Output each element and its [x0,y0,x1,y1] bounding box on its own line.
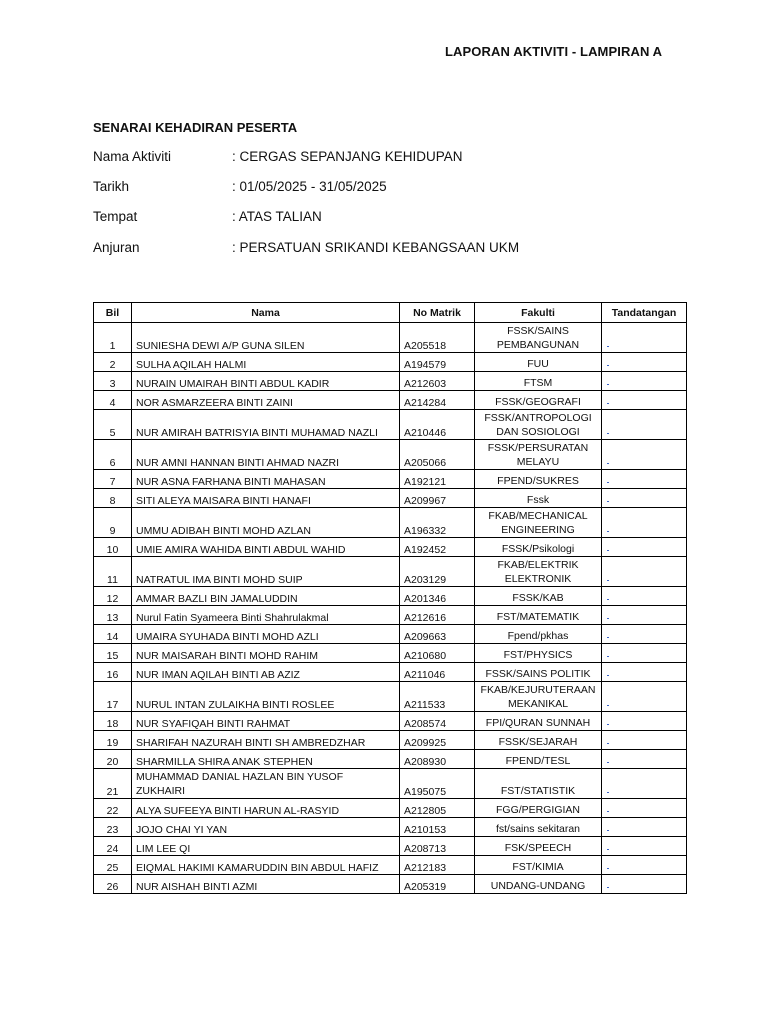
faculty: FPEND/SUKRES [475,470,602,489]
info-label: Tempat [93,209,138,224]
participant-name: NUR MAISARAH BINTI MOHD RAHIM [132,644,400,663]
participant-name: SUNIESHA DEWI A/P GUNA SILEN [132,323,400,353]
row-number: 26 [94,875,132,894]
matric-number: A210153 [400,818,475,837]
matric-number: A208713 [400,837,475,856]
faculty: FSSK/PERSURATAN MELAYU [475,440,602,470]
matric-number: A214284 [400,391,475,410]
row-number: 15 [94,644,132,663]
faculty: FSSK/KAB [475,587,602,606]
info-value: : CERGAS SEPANJANG KEHIDUPAN [232,149,463,164]
faculty: FST/KIMIA [475,856,602,875]
faculty: FST/PHYSICS [475,644,602,663]
row-number: 21 [94,769,132,799]
matric-number: A205518 [400,323,475,353]
participant-name: JOJO CHAI YI YAN [132,818,400,837]
table-row [94,391,687,410]
row-number: 18 [94,712,132,731]
participant-name: EIQMAL HAKIMI KAMARUDDIN BIN ABDUL HAFIZ [132,856,400,875]
signature-cell [602,391,687,410]
row-number: 9 [94,508,132,538]
participant-name: NUR ASNA FARHANA BINTI MAHASAN [132,470,400,489]
matric-number: A203129 [400,557,475,587]
participant-name: Nurul Fatin Syameera Binti Shahrulakmal [132,606,400,625]
signature-cell [602,644,687,663]
matric-number: A209967 [400,489,475,508]
participant-name: SULHA AQILAH HALMI [132,353,400,372]
participant-name: NUR AISHAH BINTI AZMI [132,875,400,894]
table-row [94,875,687,894]
table-row [94,644,687,663]
signature-cell [602,489,687,508]
participant-name: SHARMILLA SHIRA ANAK STEPHEN [132,750,400,769]
participant-name: ALYA SUFEEYA BINTI HARUN AL-RASYID [132,799,400,818]
faculty: fst/sains sekitaran [475,818,602,837]
matric-number: A212616 [400,606,475,625]
signature-cell [602,682,687,712]
participant-name: LIM LEE QI [132,837,400,856]
participant-name: NATRATUL IMA BINTI MOHD SUIP [132,557,400,587]
participant-name: NUR AMIRAH BATRISYIA BINTI MUHAMAD NAZLI [132,410,400,440]
faculty: Fpend/pkhas [475,625,602,644]
signature-mark [607,675,609,676]
signature-mark [607,811,609,812]
row-number: 12 [94,587,132,606]
table-header-row [94,303,687,323]
signature-cell [602,625,687,644]
faculty: FSSK/SAINS POLITIK [475,663,602,682]
info-label: Anjuran [93,240,140,255]
matric-number: A210446 [400,410,475,440]
participant-name: NOR ASMARZEERA BINTI ZAINI [132,391,400,410]
faculty: FKAB/KEJURUTERAAN MEKANIKAL [475,682,602,712]
signature-cell [602,587,687,606]
matric-number: A208930 [400,750,475,769]
matric-number: A210680 [400,644,475,663]
table-row [94,557,687,587]
row-number: 16 [94,663,132,682]
signature-mark [607,531,609,532]
matric-number: A212603 [400,372,475,391]
table-row [94,323,687,353]
row-number: 19 [94,731,132,750]
row-number: 14 [94,625,132,644]
info-value: : 01/05/2025 - 31/05/2025 [232,179,387,194]
row-number: 20 [94,750,132,769]
faculty: FST/STATISTIK [475,769,602,799]
faculty: FSK/SPEECH [475,837,602,856]
matric-number: A196332 [400,508,475,538]
signature-cell [602,856,687,875]
signature-mark [607,463,609,464]
matric-number: A211046 [400,663,475,682]
faculty: FSSK/Psikologi [475,538,602,557]
info-label: Tarikh [93,179,130,194]
signature-mark [607,724,609,725]
signature-mark [607,403,609,404]
matric-number: A212183 [400,856,475,875]
matric-number: A209925 [400,731,475,750]
participant-name: AMMAR BAZLI BIN JAMALUDDIN [132,587,400,606]
signature-cell [602,470,687,489]
participant-name: NUR SYAFIQAH BINTI RAHMAT [132,712,400,731]
signature-cell [602,410,687,440]
participant-name: NURUL INTAN ZULAIKHA BINTI ROSLEE [132,682,400,712]
table-row [94,440,687,470]
info-row-date [93,179,387,194]
matric-number: A209663 [400,625,475,644]
info-row-venue [93,209,322,224]
row-number: 11 [94,557,132,587]
table-row [94,750,687,769]
faculty: FGG/PERGIGIAN [475,799,602,818]
signature-mark [607,637,609,638]
row-number: 23 [94,818,132,837]
signature-cell [602,557,687,587]
faculty: FSSK/SAINS PEMBANGUNAN [475,323,602,353]
signature-mark [607,743,609,744]
row-number: 8 [94,489,132,508]
signature-cell [602,323,687,353]
faculty: FPI/QURAN SUNNAH [475,712,602,731]
table-row [94,410,687,440]
row-number: 10 [94,538,132,557]
signature-mark [607,887,609,888]
row-number: 6 [94,440,132,470]
signature-mark [607,830,609,831]
table-row [94,856,687,875]
faculty: FUU [475,353,602,372]
table-row [94,663,687,682]
info-row-organizer [93,240,519,255]
table-row [94,353,687,372]
info-value: : PERSATUAN SRIKANDI KEBANGSAAN UKM [232,240,520,255]
header-no-matrik: No Matrik [400,303,475,323]
info-row-activity [93,149,463,164]
attendance-table [93,302,687,894]
table-row [94,606,687,625]
row-number: 4 [94,391,132,410]
signature-cell [602,440,687,470]
table-row [94,508,687,538]
info-value: : ATAS TALIAN [232,209,322,224]
row-number: 22 [94,799,132,818]
matric-number: A208574 [400,712,475,731]
faculty: FKAB/ELEKTRIK ELEKTRONIK [475,557,602,587]
header-bil: Bil [94,303,132,323]
signature-cell [602,508,687,538]
header-tandatangan: Tandatangan [602,303,687,323]
signature-cell [602,799,687,818]
faculty: FPEND/TESL [475,750,602,769]
row-number: 25 [94,856,132,875]
signature-cell [602,538,687,557]
faculty: FSSK/ANTROPOLOGI DAN SOSIOLOGI [475,410,602,440]
matric-number: A192452 [400,538,475,557]
signature-cell [602,712,687,731]
signature-cell [602,372,687,391]
faculty: FTSM [475,372,602,391]
table-row [94,538,687,557]
participant-name: SHARIFAH NAZURAH BINTI SH AMBREDZHAR [132,731,400,750]
table-row [94,489,687,508]
table-row [94,837,687,856]
row-number: 3 [94,372,132,391]
table-row [94,769,687,799]
participant-name: UMMU ADIBAH BINTI MOHD AZLAN [132,508,400,538]
participant-name: MUHAMMAD DANIAL HAZLAN BIN YUSOF ZUKHAIRI [132,769,400,799]
signature-mark [607,433,609,434]
signature-cell [602,750,687,769]
matric-number: A192121 [400,470,475,489]
signature-mark [607,550,609,551]
signature-mark [607,501,609,502]
participant-name: SITI ALEYA MAISARA BINTI HANAFI [132,489,400,508]
table-row [94,372,687,391]
signature-cell [602,875,687,894]
signature-cell [602,731,687,750]
row-number: 1 [94,323,132,353]
header-fakulti: Fakulti [475,303,602,323]
header-nama: Nama [132,303,400,323]
matric-number: A195075 [400,769,475,799]
signature-mark [607,482,609,483]
table-row [94,625,687,644]
matric-number: A201346 [400,587,475,606]
faculty: FST/MATEMATIK [475,606,602,625]
info-label: Nama Aktiviti [93,149,172,164]
faculty: Fssk [475,489,602,508]
signature-mark [607,384,609,385]
matric-number: A205066 [400,440,475,470]
faculty: FSSK/SEJARAH [475,731,602,750]
table-row [94,799,687,818]
signature-mark [607,580,609,581]
signature-mark [607,599,609,600]
faculty: UNDANG-UNDANG [475,875,602,894]
participant-name: NUR AMNI HANNAN BINTI AHMAD NAZRI [132,440,400,470]
section-title: SENARAI KEHADIRAN PESERTA [93,120,298,135]
table-row [94,731,687,750]
signature-cell [602,606,687,625]
participant-name: NURAIN UMAIRAH BINTI ABDUL KADIR [132,372,400,391]
signature-mark [607,618,609,619]
table-row [94,470,687,489]
matric-number: A205319 [400,875,475,894]
participant-name: UMAIRA SYUHADA BINTI MOHD AZLI [132,625,400,644]
signature-cell [602,353,687,372]
signature-mark [607,656,609,657]
participant-name: NUR IMAN AQILAH BINTI AB AZIZ [132,663,400,682]
matric-number: A212805 [400,799,475,818]
signature-cell [602,818,687,837]
table-row [94,818,687,837]
table-row [94,682,687,712]
signature-mark [607,705,609,706]
row-number: 24 [94,837,132,856]
signature-mark [607,762,609,763]
row-number: 5 [94,410,132,440]
row-number: 17 [94,682,132,712]
signature-mark [607,792,609,793]
matric-number: A194579 [400,353,475,372]
signature-mark [607,346,609,347]
signature-mark [607,365,609,366]
matric-number: A211533 [400,682,475,712]
participant-name: UMIE AMIRA WAHIDA BINTI ABDUL WAHID [132,538,400,557]
signature-mark [607,868,609,869]
faculty: FSSK/GEOGRAFI [475,391,602,410]
report-title: LAPORAN AKTIVITI - LAMPIRAN A [445,44,663,59]
signature-cell [602,837,687,856]
table-row [94,587,687,606]
row-number: 13 [94,606,132,625]
row-number: 7 [94,470,132,489]
signature-mark [607,849,609,850]
signature-cell [602,663,687,682]
row-number: 2 [94,353,132,372]
faculty: FKAB/MECHANICAL ENGINEERING [475,508,602,538]
signature-cell [602,769,687,799]
table-row [94,712,687,731]
